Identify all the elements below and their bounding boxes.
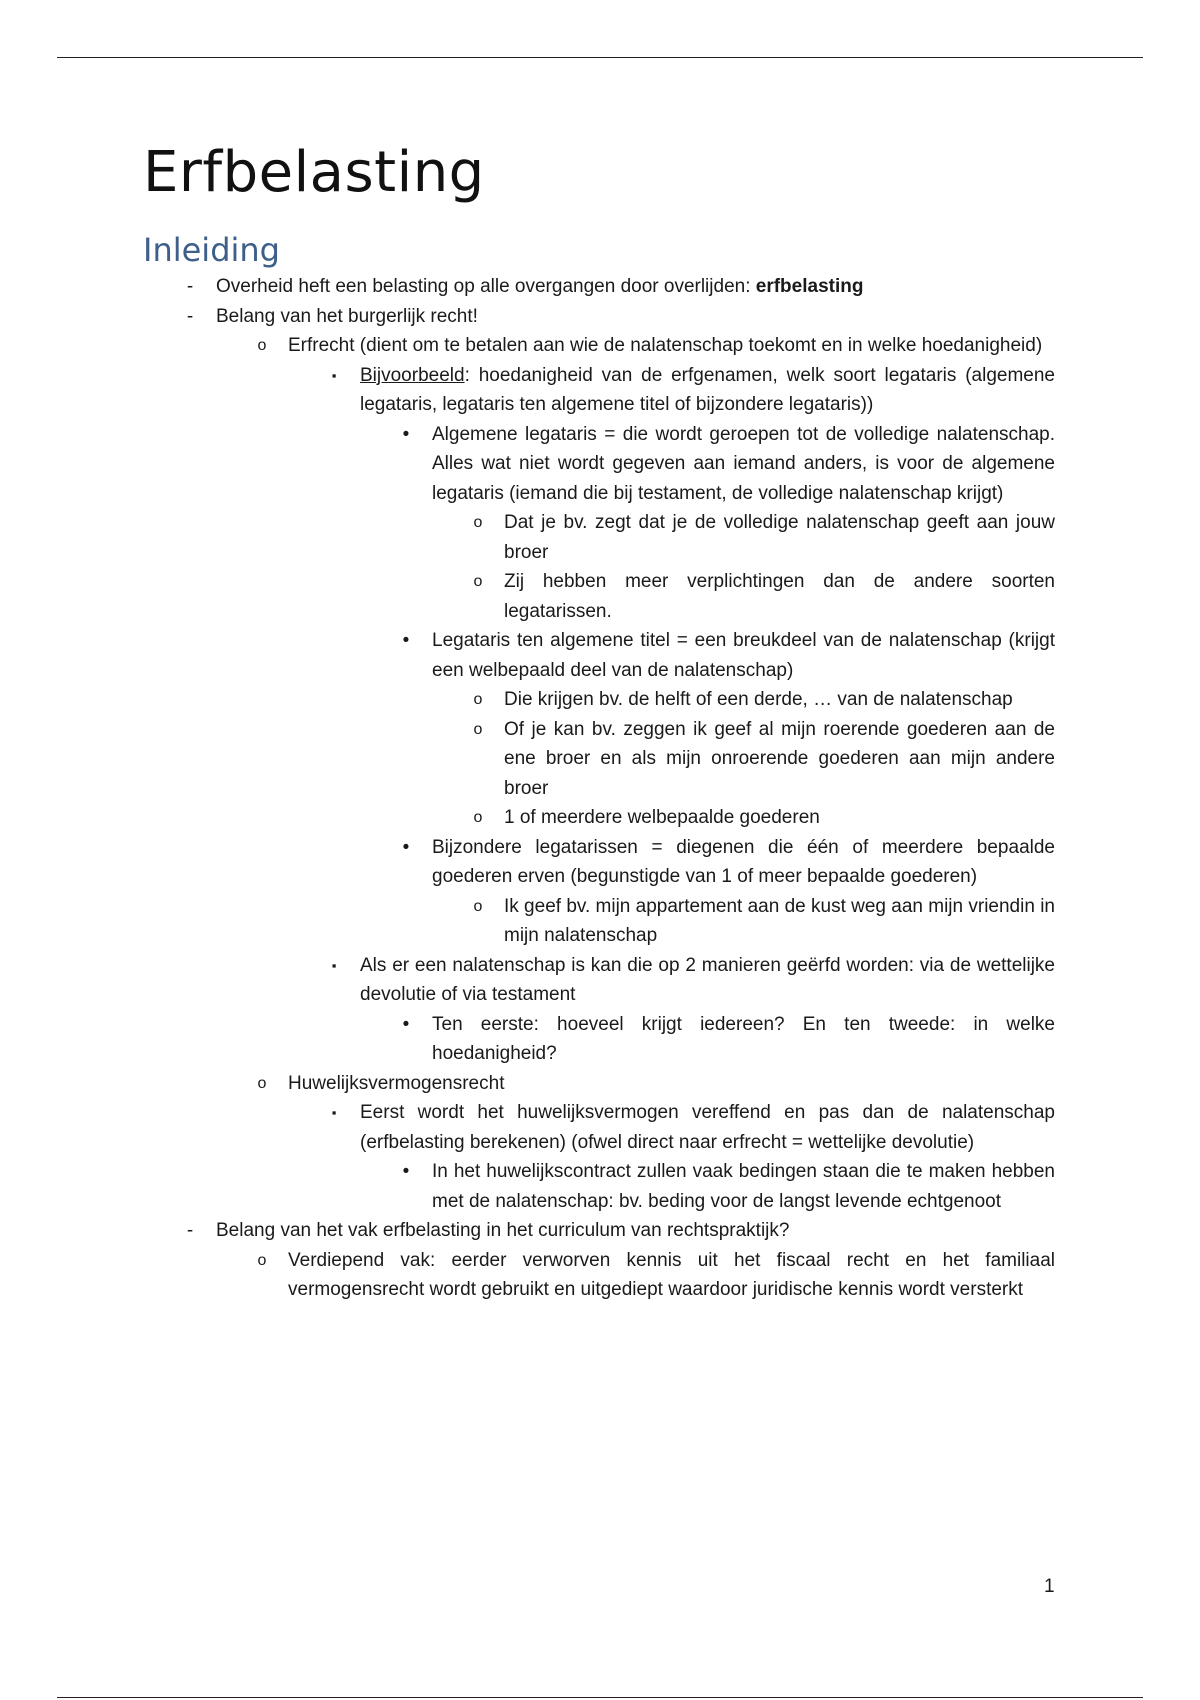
list-item-text: 1 of meerdere welbepaalde goederen bbox=[504, 807, 820, 828]
bullet-marker: ▪ bbox=[331, 367, 337, 383]
list-item bbox=[331, 361, 1055, 420]
list-item bbox=[473, 567, 1055, 626]
bold-term: erfbelasting bbox=[755, 276, 864, 297]
list-item bbox=[186, 1216, 1055, 1246]
bullet-marker: o bbox=[473, 809, 483, 826]
bullet-marker: - bbox=[186, 276, 194, 297]
list-item-text: Die krijgen bv. de helft of een derde, … van de nalatenschap bbox=[504, 689, 1013, 710]
list-item bbox=[257, 1069, 1055, 1099]
list-item-text: Zij hebben meer verplichtingen dan de andere soorten legatarissen. bbox=[504, 571, 1055, 622]
bullet-marker: - bbox=[186, 305, 194, 327]
list-item bbox=[402, 420, 1055, 509]
list-item bbox=[473, 685, 1055, 715]
underlined-text: Bijvoorbeeld bbox=[360, 364, 465, 386]
list-item-text: Als er een nalatenschap is kan die op 2 manieren geërfd worden: via de wettelijke devolutie of via testament bbox=[360, 954, 1055, 1005]
list-item-text: Algemene legataris = die wordt geroepen tot de volledige nalatenschap. Alles wat niet wordt gegeven aan iemand anders, is voor de algemene legataris (iemand die bij testament, de volledige nalatenschap krijgt) bbox=[432, 423, 1055, 504]
section-heading: Inleiding bbox=[143, 231, 280, 269]
bullet-marker: • bbox=[402, 423, 410, 445]
list-item-text: Ten eerste: hoeveel krijgt iedereen? En ten tweede: in welke hoedanigheid? bbox=[432, 1013, 1055, 1064]
bullet-marker: o bbox=[473, 897, 483, 915]
bullet-marker: • bbox=[402, 630, 410, 651]
list-item-text: Overheid heft een belasting op alle overgangen door overlijden: bbox=[216, 276, 756, 297]
list-item-text: Huwelijksvermogensrecht bbox=[288, 1072, 505, 1094]
bullet-marker: o bbox=[257, 337, 267, 354]
bullet-marker: • bbox=[402, 1161, 410, 1182]
list-item bbox=[402, 626, 1055, 685]
list-item bbox=[473, 803, 1055, 833]
bullet-marker: o bbox=[257, 1074, 267, 1092]
bullet-marker: o bbox=[473, 691, 483, 708]
list-item bbox=[402, 1010, 1055, 1069]
list-item bbox=[402, 1157, 1055, 1216]
bullet-marker: o bbox=[473, 720, 483, 738]
list-item-text: Erfrecht (dient om te betalen aan wie de nalatenschap toekomt en in welke hoedanigheid) bbox=[288, 335, 1043, 356]
bullet-marker: o bbox=[473, 573, 483, 590]
list-item bbox=[331, 951, 1055, 1010]
list-item-text: Belang van het vak erfbelasting in het curriculum van rechtspraktijk? bbox=[216, 1220, 790, 1241]
list-item-text: In het huwelijkscontract zullen vaak bedingen staan die te maken hebben met de nalatenschap: bv. beding voor de langst levende echtgenoot bbox=[432, 1161, 1055, 1212]
list-item bbox=[186, 272, 1055, 302]
list-item-text: : hoedanigheid van de erfgenamen, welk soort legataris (algemene legataris, legataris ten algemene titel of bijzondere legataris)) bbox=[360, 364, 1055, 415]
list-item bbox=[186, 302, 1055, 332]
list-item-text: Legataris ten algemene titel = een breukdeel van de nalatenschap (krijgt een welbepaald deel van de nalatenschap) bbox=[432, 630, 1055, 681]
bullet-marker: o bbox=[257, 1251, 267, 1269]
list-item bbox=[257, 1246, 1055, 1305]
header-rule bbox=[57, 57, 1143, 58]
list-item-text: Eerst wordt het huwelijksvermogen vereffend en pas dan de nalatenschap (erfbelasting berekenen) (ofwel direct naar erfrecht = wettelijke devolutie) bbox=[360, 1102, 1055, 1153]
list-item-text: Verdiepend vak: eerder verworven kennis uit het fiscaal recht en het familiaal vermogensrecht wordt gebruikt en uitgediept waardoor juridische kennis wordt versterkt bbox=[288, 1249, 1055, 1300]
list-item bbox=[473, 715, 1055, 804]
list-item-text: Dat je bv. zegt dat je de volledige nalatenschap geeft aan jouw broer bbox=[504, 512, 1055, 563]
list-item-text: Belang van het burgerlijk recht! bbox=[216, 305, 478, 327]
bullet-marker: • bbox=[402, 836, 410, 858]
list-item-text: Of je kan bv. zeggen ik geef al mijn roerende goederen aan de ene broer en als mijn onroerende goederen aan mijn andere broer bbox=[504, 718, 1055, 799]
list-item bbox=[473, 508, 1055, 567]
list-item bbox=[331, 1098, 1055, 1157]
bullet-marker: o bbox=[473, 514, 483, 531]
bullet-marker: - bbox=[186, 1220, 194, 1241]
page-number: 1 bbox=[1044, 1576, 1055, 1597]
bullet-marker: • bbox=[402, 1013, 410, 1035]
footer-rule bbox=[57, 1697, 1143, 1698]
bullet-marker: ▪ bbox=[331, 957, 337, 973]
document-title: Erfbelasting bbox=[143, 140, 485, 205]
bullet-list bbox=[0, 272, 1200, 1305]
list-item bbox=[402, 833, 1055, 892]
bullet-marker: ▪ bbox=[331, 1105, 337, 1120]
list-item bbox=[473, 892, 1055, 951]
list-item-text: Bijzondere legatarissen = diegenen die één of meerdere bepaalde goederen erven (begunstigde van 1 of meer bepaalde goederen) bbox=[432, 836, 1055, 887]
list-item bbox=[257, 331, 1055, 361]
list-item-text: Ik geef bv. mijn appartement aan de kust weg aan mijn vriendin in mijn nalatenschap bbox=[504, 895, 1055, 946]
